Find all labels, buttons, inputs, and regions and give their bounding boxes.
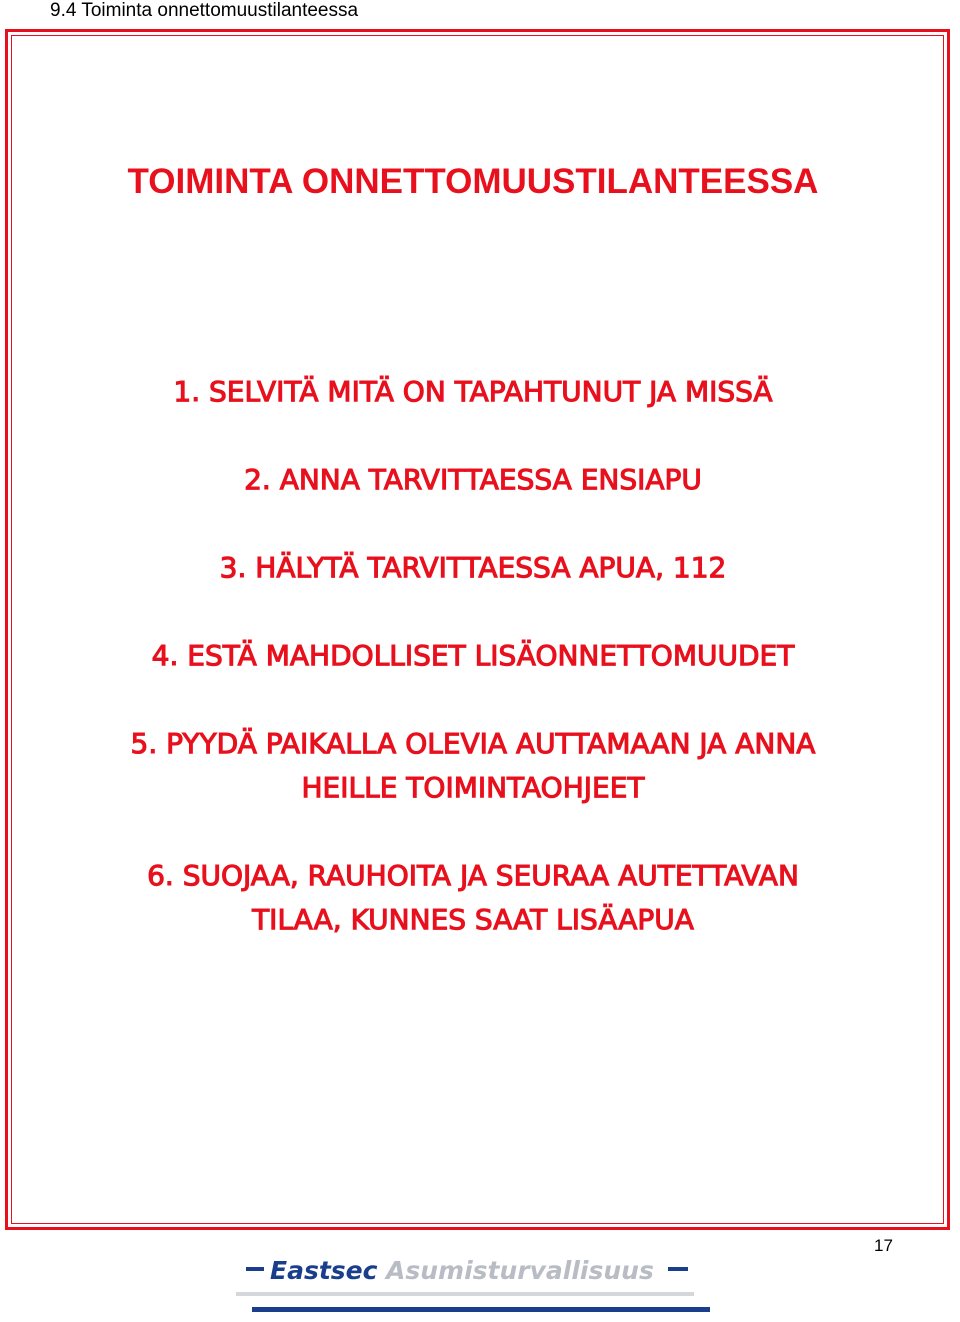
step-line: HEILLE TOIMINTAOHJEET <box>301 771 645 804</box>
page-title: TOIMINTA ONNETTOMUUSTILANTEESSA <box>127 162 819 201</box>
step-line: 1. SELVITÄ MITÄ ON TAPAHTUNUT JA MISSÄ <box>173 375 773 408</box>
logo-word-asumisturvallisuus: Asumisturvallisuus <box>386 1256 654 1285</box>
logo-underline-grey <box>236 1292 694 1296</box>
eastsec-logo <box>236 1252 710 1314</box>
instruction-step-4 <box>30 634 916 678</box>
running-header: 9.4 Toiminta onnettomuustilanteessa <box>50 0 359 21</box>
logo-word-eastsec: Eastsec <box>270 1256 378 1285</box>
step-line: 5. PYYDÄ PAIKALLA OLEVIA AUTTAMAAN JA ANNA <box>130 727 816 760</box>
instruction-step-6 <box>30 854 916 942</box>
step-line: 2. ANNA TARVITTAESSA ENSIAPU <box>244 463 702 496</box>
instruction-step-2 <box>30 458 916 502</box>
instruction-list <box>30 370 916 942</box>
step-line: TILAA, KUNNES SAAT LISÄAPUA <box>252 903 694 936</box>
logo-underline-blue <box>252 1307 710 1312</box>
step-line: 4. ESTÄ MAHDOLLISET LISÄONNETTOMUUDET <box>151 639 795 672</box>
instruction-step-3 <box>30 546 916 590</box>
step-line: 3. HÄLYTÄ TARVITTAESSA APUA, 112 <box>219 551 727 584</box>
logo-dash-right <box>668 1267 688 1271</box>
step-line: 6. SUOJAA, RAUHOITA JA SEURAA AUTETTAVAN <box>147 859 799 892</box>
logo-dash-left <box>246 1267 264 1271</box>
instruction-step-5 <box>30 722 916 810</box>
instruction-step-1 <box>30 370 916 414</box>
page-number: 17 <box>874 1236 893 1255</box>
